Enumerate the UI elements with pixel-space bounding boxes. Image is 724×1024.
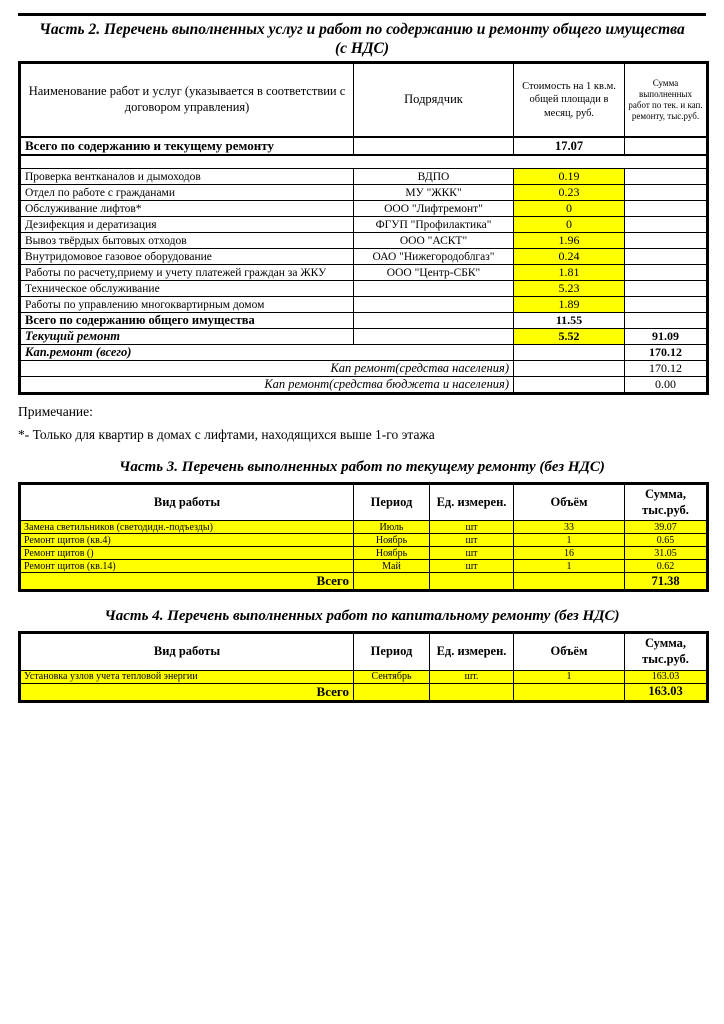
part2-header-contractor: Подрядчик [354,63,514,138]
table-row [20,233,708,249]
part3-header-sum: Сумма, тыс.руб. [625,484,708,521]
part2-header-row [20,63,708,138]
work-name-cell: Текущий ремонт [20,329,354,345]
cost-cell: 17.07 [514,137,625,155]
work-name-cell: Проверка вентканалов и дымоходов [20,169,354,185]
part4-header-volume: Объём [514,633,625,670]
period-cell: Сентябрь [354,670,430,683]
part2-table [18,61,709,395]
part3-title: Часть 3. Перечень выполненных работ по текущему ремонту (без НДС) [119,459,605,475]
part4-header-row [20,633,708,670]
sum-cell: 163.03 [625,670,708,683]
spacer-cell [20,155,708,169]
period-cell [354,683,430,701]
sum-cell: 0.65 [625,534,708,547]
contractor-cell: МУ "ЖКК" [354,185,514,201]
unit-cell [430,573,514,591]
sum-cell [625,265,708,281]
part3-header-unit: Ед. измерен. [430,484,514,521]
contractor-cell: ОАО "Нижегородоблгаз" [354,249,514,265]
total-row [20,683,708,701]
work-name-cell: Кап ремонт(средства населения) [20,361,514,377]
contractor-cell: ВДПО [354,169,514,185]
total-label-cell: Всего [20,683,354,701]
part2-header-sum: Сумма выполненных работ по тек. и кап. ремонту, тыс.руб. [625,63,708,138]
part2-title-line1: Часть 2. Перечень выполненных услуг и работ по содержанию и ремонту общего имущества [39,21,685,38]
table-row [20,377,708,394]
table-row [20,185,708,201]
volume-cell: 1 [514,534,625,547]
volume-cell: 16 [514,547,625,560]
sum-cell [625,233,708,249]
work-name-cell: Ремонт щитов () [20,547,354,560]
part3-table [18,482,709,592]
period-cell: Май [354,560,430,573]
contractor-cell [354,281,514,297]
sum-cell [625,281,708,297]
table-row [20,670,708,683]
part3-header-volume: Объём [514,484,625,521]
unit-cell: шт. [430,670,514,683]
period-cell [354,573,430,591]
total-sum-cell: 71.38 [625,573,708,591]
part4-header-sum: Сумма, тыс.руб. [625,633,708,670]
top-divider [18,13,706,16]
sum-cell: 31.05 [625,547,708,560]
cost-cell: 5.23 [514,281,625,297]
table-row [20,521,708,534]
work-name-cell: Вывоз твёрдых бытовых отходов [20,233,354,249]
cost-cell: 1.81 [514,265,625,281]
table-row [20,329,708,345]
period-cell: Ноябрь [354,547,430,560]
part2-header-cost: Стоимость на 1 кв.м. общей площади в месяц, руб. [514,63,625,138]
sum-cell [625,217,708,233]
work-name-cell: Кап.ремонт (всего) [20,345,514,361]
part3-header-work: Вид работы [20,484,354,521]
work-name-cell: Всего по содержанию общего имущества [20,313,354,329]
work-name-cell: Замена светильников (светодидн.-подъезды) [20,521,354,534]
table-row [20,297,708,313]
table-row [20,345,708,361]
table-row [20,169,708,185]
cost-cell: 0.19 [514,169,625,185]
cost-cell [514,345,625,361]
contractor-cell [354,329,514,345]
work-name-cell: Ремонт щитов (кв.14) [20,560,354,573]
contractor-cell: ФГУП "Профилактика" [354,217,514,233]
volume-cell: 1 [514,560,625,573]
volume-cell [514,573,625,591]
table-row [20,265,708,281]
sum-cell [625,249,708,265]
volume-cell: 33 [514,521,625,534]
part4-table [18,631,709,702]
table-row [20,249,708,265]
work-name-cell: Работы по управлению многоквартирным домом [20,297,354,313]
sum-cell [625,297,708,313]
cost-cell: 0.24 [514,249,625,265]
table-row [20,560,708,573]
sum-cell: 0.62 [625,560,708,573]
cost-cell [514,361,625,377]
volume-cell [514,683,625,701]
table-row [20,547,708,560]
part4-title: Часть 4. Перечень выполненных работ по капитальному ремонту (без НДС) [104,608,620,625]
contractor-cell [354,297,514,313]
cost-cell: 1.89 [514,297,625,313]
volume-cell: 1 [514,670,625,683]
work-name-cell: Всего по содержанию и текущему ремонту [20,137,354,155]
note-block [18,404,706,443]
cost-cell: 1.96 [514,233,625,249]
work-name-cell: Работы по расчету,приему и учету платежей граждан за ЖКУ [20,265,354,281]
contractor-cell: ООО "Лифтремонт" [354,201,514,217]
unit-cell: шт [430,547,514,560]
part3-header-row [20,484,708,521]
sum-cell: 170.12 [625,345,708,361]
period-cell: Ноябрь [354,534,430,547]
part4-header-unit: Ед. измерен. [430,633,514,670]
work-name-cell: Внутридомовое газовое оборудование [20,249,354,265]
contractor-cell [354,137,514,155]
unit-cell: шт [430,521,514,534]
contractor-cell: ООО "АСКТ" [354,233,514,249]
work-name-cell: Отдел по работе с гражданами [20,185,354,201]
part2-header-name: Наименование работ и услуг (указывается в соответствии с договором управления) [20,63,354,138]
work-name-cell: Ремонт щитов (кв.4) [20,534,354,547]
sum-cell [625,201,708,217]
part3-header-period: Период [354,484,430,521]
sum-cell: 0.00 [625,377,708,394]
part2-title-line2: (с НДС) [334,40,390,57]
part4-header-work: Вид работы [20,633,354,670]
work-name-cell: Техническое обслуживание [20,281,354,297]
table-row [20,137,708,155]
part4-header-period: Период [354,633,430,670]
table-row [20,281,708,297]
sum-cell [625,313,708,329]
table-row [20,361,708,377]
work-name-cell: Кап ремонт(средства бюджета и населения) [20,377,514,394]
sum-cell: 170.12 [625,361,708,377]
contractor-cell: ООО "Центр-СБК" [354,265,514,281]
table-row [20,201,708,217]
work-name-cell: Обслуживание лифтов* [20,201,354,217]
cost-cell: 5.52 [514,329,625,345]
sum-cell [625,185,708,201]
table-row [20,313,708,329]
unit-cell: шт [430,534,514,547]
contractor-cell [354,313,514,329]
spacer-row [20,155,708,169]
part2-title [18,20,706,58]
work-name-cell: Установка узлов учета тепловой энергии [20,670,354,683]
sum-cell: 39.07 [625,521,708,534]
cost-cell [514,377,625,394]
cost-cell: 0 [514,217,625,233]
unit-cell [430,683,514,701]
sum-cell [625,169,708,185]
total-label-cell: Всего [20,573,354,591]
cost-cell: 0.23 [514,185,625,201]
cost-cell: 0 [514,201,625,217]
note-text: *- Только для квартир в домах с лифтами, находящихся выше 1-го этажа [18,427,435,442]
unit-cell: шт [430,560,514,573]
total-row [20,573,708,591]
table-row [20,217,708,233]
note-label: Примечание: [18,404,93,419]
cost-cell: 11.55 [514,313,625,329]
sum-cell: 91.09 [625,329,708,345]
period-cell: Июль [354,521,430,534]
work-name-cell: Дезифекция и дератизация [20,217,354,233]
table-row [20,534,708,547]
total-sum-cell: 163.03 [625,683,708,701]
sum-cell [625,137,708,155]
